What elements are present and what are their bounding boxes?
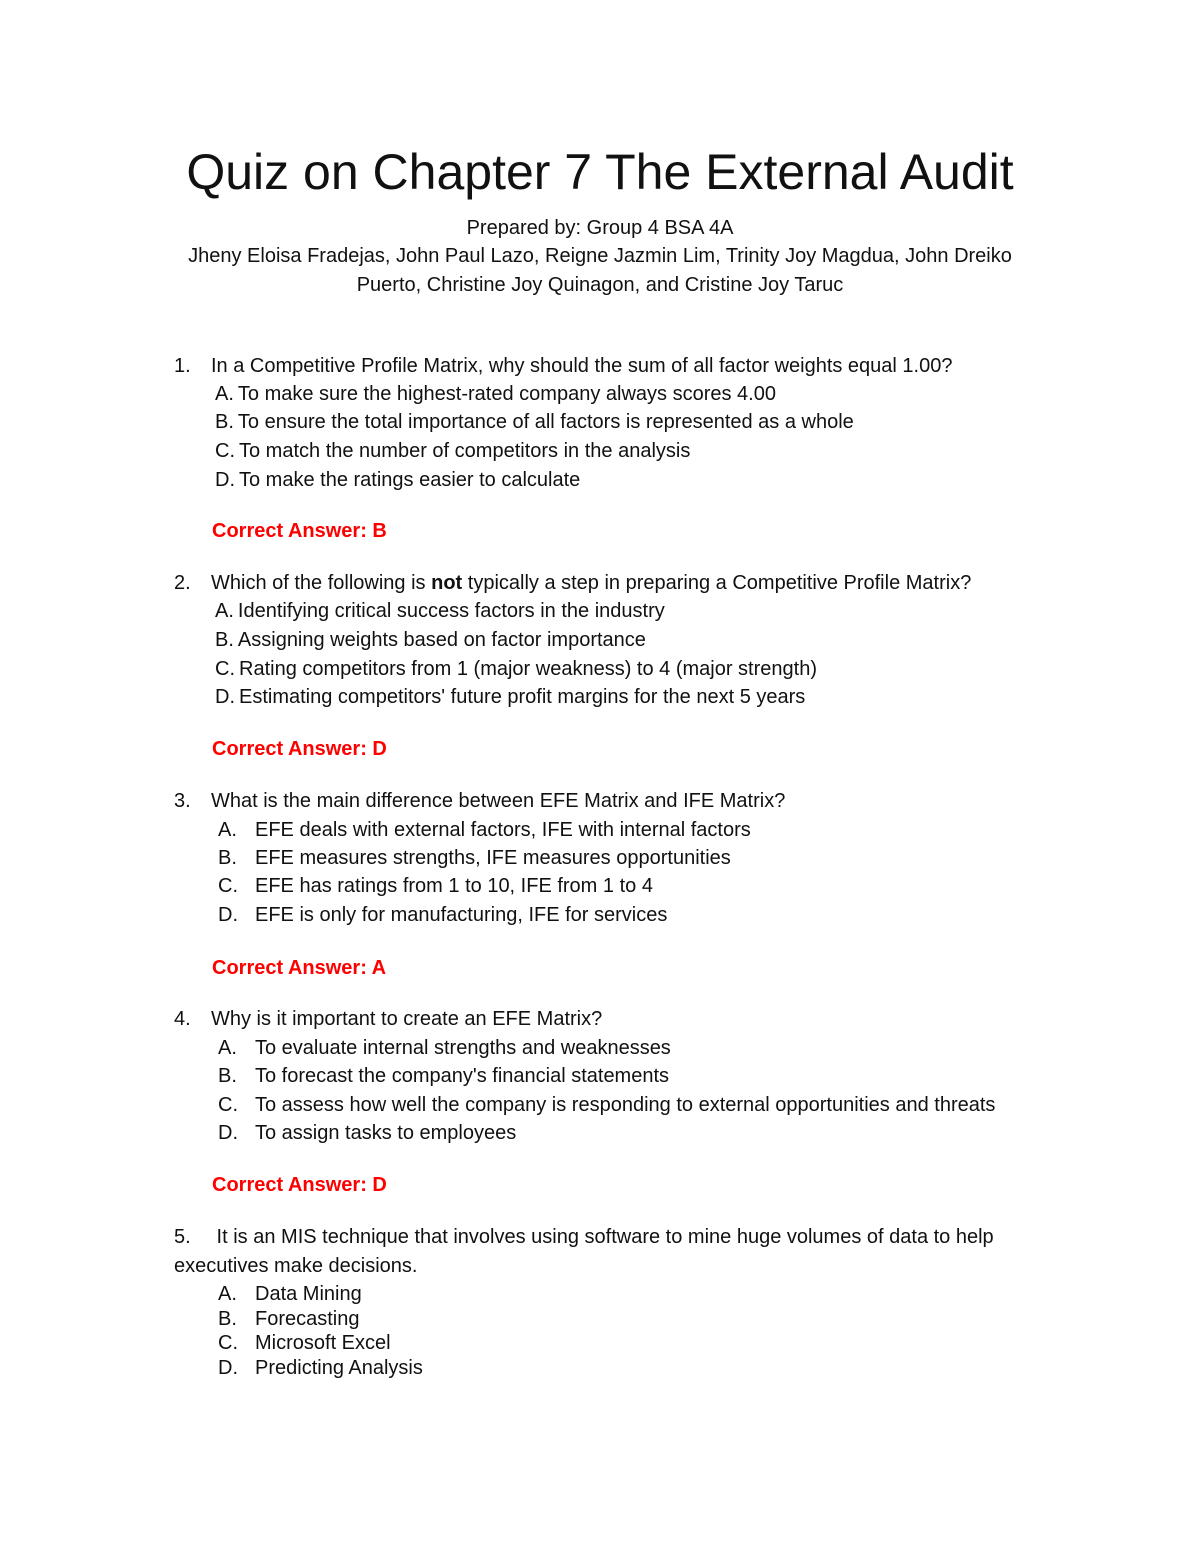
prepared-by: Prepared by: Group 4 BSA 4A xyxy=(466,217,734,239)
question-text: Why is it important to create an EFE Matrix? xyxy=(211,1008,603,1030)
q1-option-c: C. To match the number of competitors in the analysis xyxy=(215,440,691,462)
question-number: 2. xyxy=(174,572,191,594)
q1-option-b: B. To ensure the total importance of all factors is represented as a whole xyxy=(215,411,854,433)
question-number: 5. xyxy=(174,1226,191,1248)
question-number: 1. xyxy=(174,355,191,377)
question-text: What is the main difference between EFE Matrix and IFE Matrix? xyxy=(211,790,786,812)
q3-option-d: D. EFE is only for manufacturing, IFE for services xyxy=(218,904,668,926)
emphasis-not: not xyxy=(431,572,463,594)
q4-option-b: B. To forecast the company's financial statements xyxy=(218,1065,670,1087)
q5-option-b: B. Forecasting xyxy=(218,1308,360,1330)
q1-option-a: A. To make sure the highest-rated company always scores 4.00 xyxy=(215,383,776,405)
q2-option-d: D. Estimating competitors' future profit margins for the next 5 years xyxy=(215,686,806,708)
question-2: 2. Which of the following is not typically a step in preparing a Competitive Profile Matrix? xyxy=(174,569,1074,598)
q4-option-a: A. To evaluate internal strengths and weaknesses xyxy=(218,1037,671,1059)
question-number: 3. xyxy=(174,790,191,812)
q5-option-d: D. Predicting Analysis xyxy=(218,1357,423,1379)
q4-option-c: C. To assess how well the company is responding to external opportunities and threats xyxy=(218,1094,996,1116)
q1-correct-answer: Correct Answer: B xyxy=(212,520,387,542)
q4-option-d: D. To assign tasks to employees xyxy=(218,1122,517,1144)
question-4 xyxy=(174,1005,1074,1034)
q2-option-c: C. Rating competitors from 1 (major weakness) to 4 (major strength) xyxy=(215,658,817,680)
q2-option-a: A. Identifying critical success factors in the industry xyxy=(215,600,665,622)
quiz-title: Quiz on Chapter 7 The External Audit xyxy=(186,144,1014,200)
q4-correct-answer: Correct Answer: D xyxy=(212,1174,387,1196)
question-5 xyxy=(174,1223,1074,1252)
question-3 xyxy=(174,787,1074,816)
q2-correct-answer: Correct Answer: D xyxy=(212,738,387,760)
q3-option-c: C. EFE has ratings from 1 to 10, IFE from 1 to 4 xyxy=(218,875,653,897)
q2-option-b: B. Assigning weights based on factor importance xyxy=(215,629,646,651)
q3-correct-answer: Correct Answer: A xyxy=(212,957,387,979)
q5-option-a: A. Data Mining xyxy=(218,1283,362,1305)
authors-line-2: Puerto, Christine Joy Quinagon, and Cristine Joy Taruc xyxy=(356,274,844,296)
question-text: In a Competitive Profile Matrix, why should the sum of all factor weights equal 1.00? xyxy=(211,355,953,377)
q1-option-d: D. To make the ratings easier to calculate xyxy=(215,469,581,491)
authors xyxy=(100,242,1100,300)
question-5-continuation: executives make decisions. xyxy=(174,1255,418,1277)
authors-line-1: Jheny Eloisa Fradejas, John Paul Lazo, Reigne Jazmin Lim, Trinity Joy Magdua, John Dreiko xyxy=(188,245,1012,267)
q3-option-b: B. EFE measures strengths, IFE measures opportunities xyxy=(218,847,731,869)
q5-option-c: C. Microsoft Excel xyxy=(218,1332,391,1354)
question-text-line-1: It is an MIS technique that involves using software to mine huge volumes of data to help xyxy=(211,1226,994,1248)
q3-option-a: A. EFE deals with external factors, IFE with internal factors xyxy=(218,819,751,841)
question-number: 4. xyxy=(174,1008,191,1030)
question-1 xyxy=(174,352,1074,381)
